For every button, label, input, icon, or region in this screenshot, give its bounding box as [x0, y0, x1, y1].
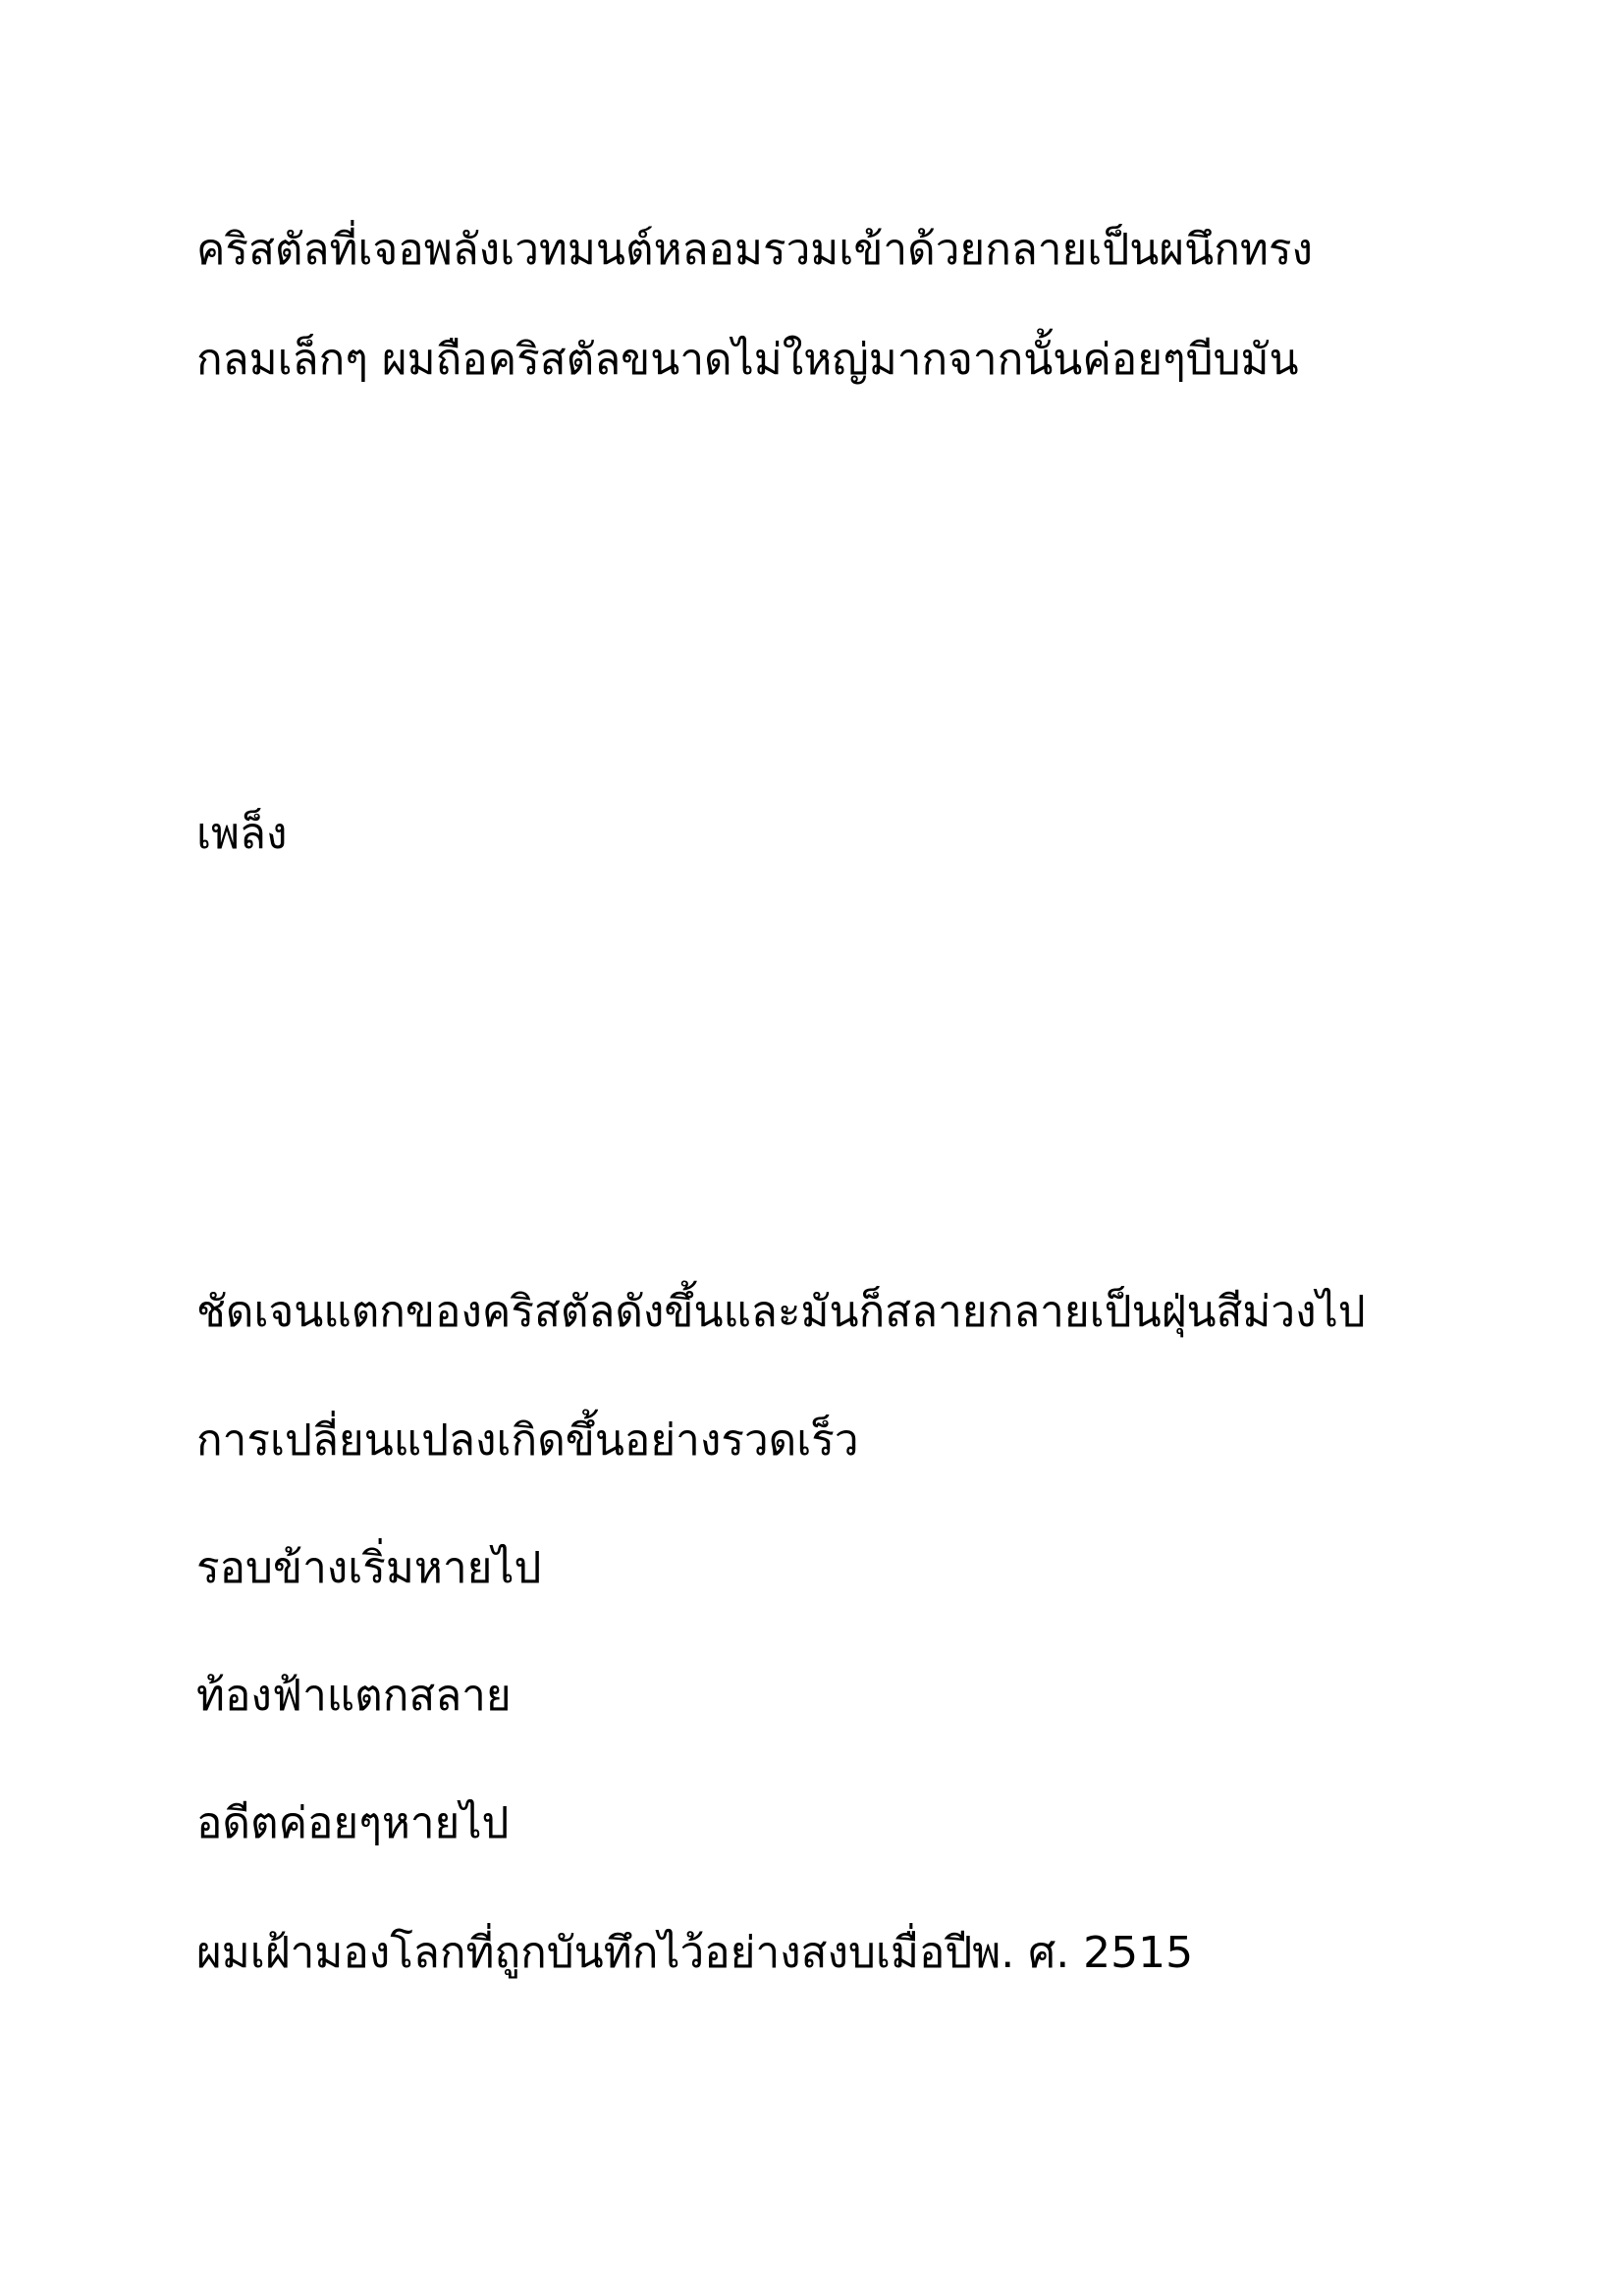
paragraph-2-line-5: อดีตค่อยๆหายไป — [196, 1798, 510, 1848]
paragraph-2-line-3: รอบข้างเริ่มหายไป — [196, 1543, 542, 1593]
paragraph-1-line-1: คริสตัลที่เจอพลังเวทมนต์หลอมรวมเข้าด้วยกลายเป็นผนึกทรง — [196, 225, 1313, 275]
paragraph-2-line-4: ท้องฟ้าแตกสลาย — [196, 1671, 512, 1721]
paragraph-2-line-6: ผมเฝ้ามองโลกที่ถูกบันทึกไว้อย่างสงบเมื่อปีพ. ศ. 2515 — [196, 1928, 1194, 1978]
paragraph-1-line-2: กลมเล็กๆ ผมถือคริสตัลขนาดไม่ใหญ่มากจากนั้นค่อยๆบีบมัน — [196, 335, 1299, 385]
paragraph-2-line-1: ชัดเจนแตกของคริสตัลดังขึ้นและมันก็สลายกลายเป็นฝุ่นสีม่วงไป — [196, 1287, 1366, 1337]
paragraph-2-line-2: การเปลี่ยนแปลงเกิดขึ้นอย่างรวดเร็ว — [196, 1415, 859, 1466]
sound-effect-text: เพล็ง — [196, 809, 288, 859]
